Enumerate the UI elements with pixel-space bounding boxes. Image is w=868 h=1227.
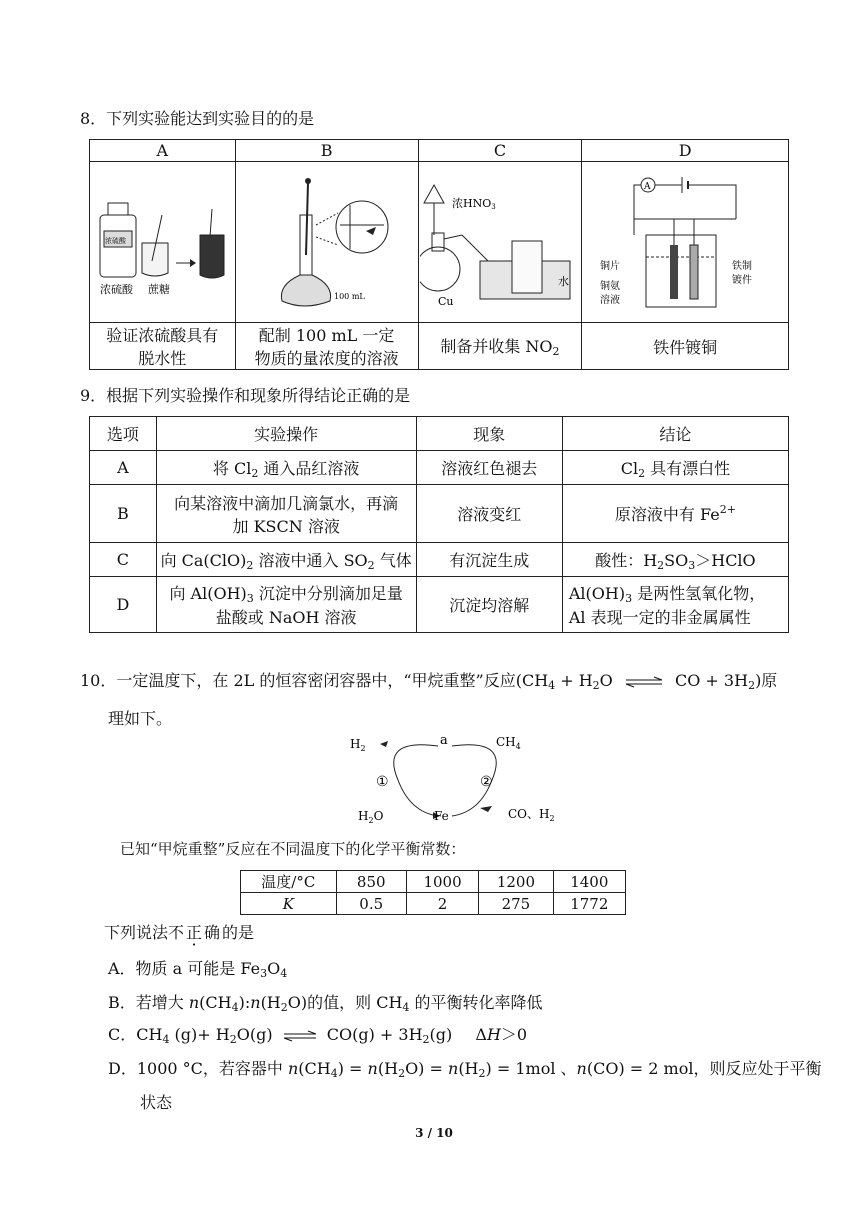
- operation-cell: 向 $Al(OH)_3$ 沉淀中分别滴加足量 盐酸或 NaOH 溶液: [156, 577, 416, 633]
- q8-header-a: A: [90, 140, 236, 162]
- q9-header-conclusion: 结论: [562, 417, 788, 451]
- phenomenon-cell: 溶液变红: [416, 485, 562, 543]
- label-solution: 溶液: [600, 295, 621, 306]
- operation-cell: 将 $Cl_2$ 通入品红溶液: [156, 451, 416, 485]
- emphasis-not-correct: 不正确: [168, 923, 223, 942]
- cycle-ch4: $CH_4$: [496, 735, 521, 751]
- option-cell: A: [90, 451, 157, 485]
- q8-header-c: C: [418, 140, 582, 162]
- option-cell: B: [90, 485, 157, 543]
- q8-header-b: B: [235, 140, 418, 162]
- conclusion-cell: $Al(OH)_3$ 是两性氢氧化物， Al 表现一定的非金属属性: [562, 577, 788, 633]
- operation-cell: 向某溶液中滴加几滴氯水，再滴 加 KSCN 溶液: [156, 485, 416, 543]
- page-number: 3 / 10: [415, 1126, 453, 1140]
- cycle-fe: Fe: [434, 809, 449, 823]
- q10-stem-line1: 10．一定温度下，在 2L 的恒容密闭容器中，“甲烷重整”反应($CH_4 + H_2O$ CO + $3H_2$)原: [80, 671, 778, 692]
- phenomenon-cell: 溶液红色褪去: [416, 451, 562, 485]
- label-cu: Cu: [437, 295, 454, 308]
- q9-title: 9．根据下列实验操作和现象所得结论正确的是: [80, 386, 411, 405]
- cycle-h2: $H_2$: [350, 737, 366, 753]
- table-row: [90, 485, 789, 543]
- sulfuric-acid-sugar-diagram: [92, 165, 232, 315]
- q8-table: [89, 139, 789, 370]
- option-cell: C: [90, 543, 157, 577]
- label-copper-plate: 铜片: [600, 261, 621, 272]
- q10-option-a: A．物质 a 可能是 $Fe_3O_4$: [108, 959, 288, 980]
- label-water: 水: [557, 275, 569, 288]
- label-plated-part: 镀件: [732, 275, 753, 286]
- equilibrium-arrow-icon: [624, 676, 664, 688]
- volumetric-flask-diagram: [242, 165, 412, 315]
- cycle-a: a: [440, 733, 448, 748]
- q9-header-option: 选项: [90, 417, 157, 451]
- phenomenon-cell: 有沉淀生成: [416, 543, 562, 577]
- conclusion-cell: $Cl_2$ 具有漂白性: [562, 451, 788, 485]
- conclusion-cell: 酸性：$H_2SO_3>HClO$: [562, 543, 788, 577]
- label-ammeter: A: [644, 182, 651, 192]
- q10-option-c: C．$CH_4$ $(g)+ H_2O(g) CO(g) + 3H_2(g)$ ΔH＞0: [108, 1025, 528, 1046]
- q10-ask: 下列说法不正确的是: [104, 923, 255, 942]
- q10-option-b: B．若增大 $n(CH_4):n(H_2O)$的值，则 $CH_4$ 的平衡转化率降低: [108, 993, 543, 1014]
- no2-prep-apparatus: [420, 165, 580, 315]
- label-sucrose: 蔗糖: [148, 283, 171, 296]
- label-iron: 铁制: [732, 261, 753, 272]
- bottle-label: 浓硫酸: [105, 237, 127, 245]
- q10-option-d: D．1000 °C，若容器中 $n(CH_4) = n(H_2O) = n(H_2) = 1mol$ 、n(CO) = 2 mol，则反应处于平衡: [108, 1059, 822, 1080]
- q10-option-d-cont: 状态: [140, 1093, 173, 1112]
- equilibrium-constant-table: [240, 870, 626, 915]
- label-conc-hno3: 浓HNO3: [451, 197, 496, 211]
- q8-header-d: D: [582, 140, 789, 162]
- q9-table: [89, 416, 789, 633]
- table-row: [90, 543, 789, 577]
- cycle-co-h2: CO、$H_2$: [508, 807, 555, 823]
- operation-cell: 向 $Ca(ClO)_2$ 溶液中通入 $SO_2$ 气体: [156, 543, 416, 577]
- q8-image-c: [418, 162, 582, 323]
- q10-known-text: 已知“甲烷重整”反应在不同温度下的化学平衡常数：: [120, 840, 466, 858]
- table-row: [90, 577, 789, 633]
- option-cell: D: [90, 577, 157, 633]
- q8-caption-a: 验证浓硫酸具有 脱水性: [90, 323, 236, 370]
- table-row: [90, 451, 789, 485]
- label-conc-sulfuric: 浓硫酸: [100, 283, 134, 296]
- equilibrium-arrow-icon: [282, 1030, 318, 1042]
- label-100ml: 100 mL: [333, 292, 365, 301]
- q8-image-d: [582, 162, 789, 323]
- table-row: 温度/°C 850 1000 1200 1400: [241, 871, 626, 893]
- q8-caption-c: 制备并收集 $NO_2$: [418, 323, 582, 370]
- phenomenon-cell: 沉淀均溶解: [416, 577, 562, 633]
- q8-image-b: [235, 162, 418, 323]
- label-cuprammonium: 铜氨: [600, 281, 621, 292]
- conclusion-cell: 原溶液中有 $Fe^{2+}$: [562, 485, 788, 543]
- cycle-h2o: $H_2O$: [358, 809, 384, 825]
- table-row: K 0.5 2 275 1772: [241, 893, 626, 915]
- q9-header-phenomenon: 现象: [416, 417, 562, 451]
- cycle-step-2: ②: [480, 774, 493, 790]
- electroplating-diagram: [590, 165, 780, 315]
- q8-caption-b: 配制 100 mL 一定 物质的量浓度的溶液: [235, 323, 418, 370]
- q8-title: 8．下列实验能达到实验目的的是: [80, 109, 315, 128]
- q8-image-a: [90, 162, 236, 323]
- reaction-cycle-diagram: [340, 728, 580, 828]
- q8-caption-d: 铁件镀铜: [582, 323, 789, 370]
- q10-stem-line2: 理如下。: [108, 709, 173, 728]
- cycle-step-1: ①: [376, 774, 389, 790]
- q9-header-operation: 实验操作: [156, 417, 416, 451]
